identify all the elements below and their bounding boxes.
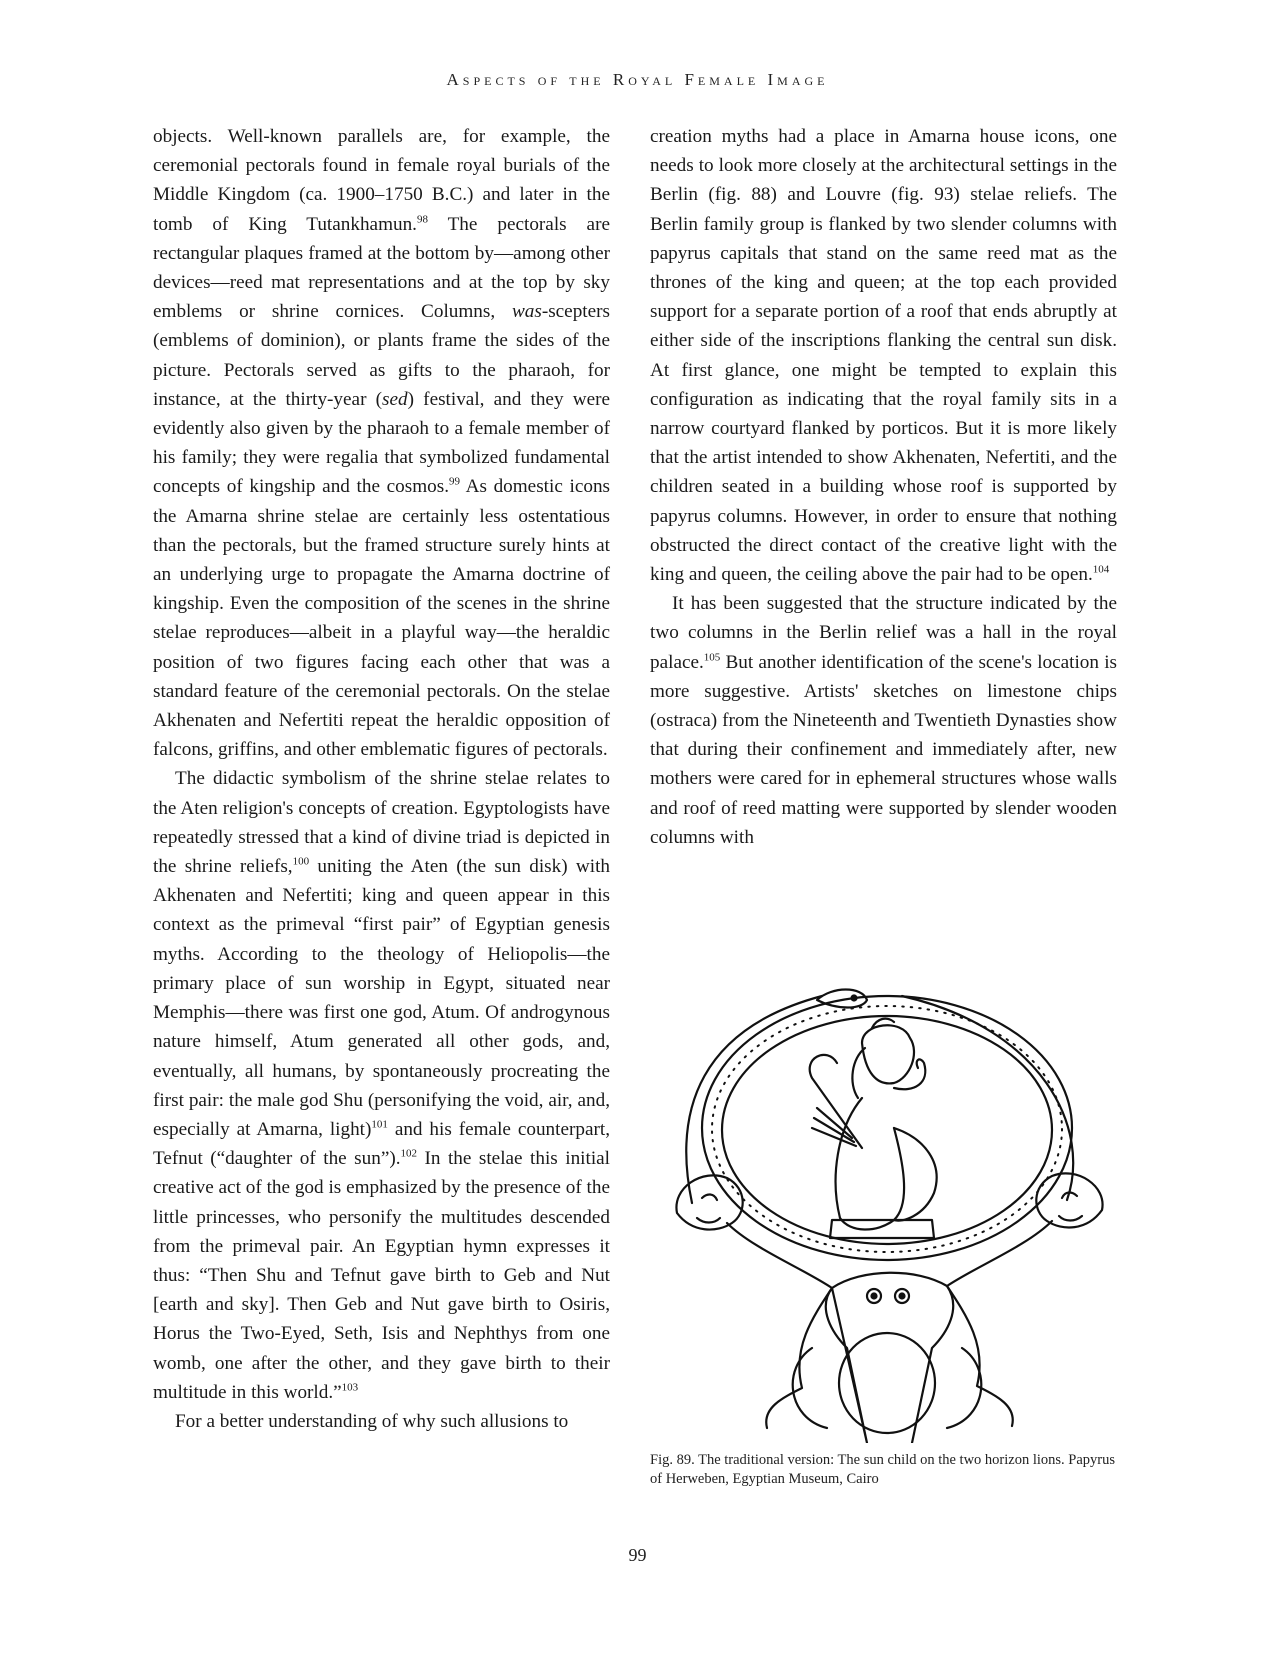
paragraph: It has been suggested that the structure indicated by the two columns in the Berlin relief was a hall in the royal palace.$^{105}$ But another identification of the scene's location is more suggestive. Artists' sketches on limestone chips (ostraca) from the Nineteenth and Twentieth Dynasties show that during their confinement and immediately after, new mothers were cared for in ephemeral structures whose walls and roof of reed matting were supported by slender wooden columns with [650,593,1117,848]
page-number: 99 [628,1545,647,1565]
figure-caption: Fig. 89. The traditional version: The sun child on the two horizon lions. Papyrus of Herweben, Egyptian Museum, Cairo [650,1452,1116,1487]
paragraph: For a better understanding of why such allusions to [175,1410,569,1432]
lion-right [947,1173,1103,1426]
child-knee [894,1128,937,1221]
footnote-ref: 104 [1092,563,1110,576]
serpent-ring-inner [722,1016,1052,1244]
paragraph: The didactic symbolism of the shrine stelae relates to the Aten religion's concepts of creation. Egyptologists have repeatedly stressed that a kind of divine triad is depicted in the shrine reliefs,$^{100}$ uniting the Aten (the sun disk) with Akhenaten and Nefertiti; king and queen appear in this context as the primeval “first pair” of Egyptian genesis myths. According to the theology of Heliopolis—the primary place of sun worship in Egypt, situated near Memphis—there was first one god, Atum. Of androgynous nature himself, Atum generated all other gods, and, eventually, all humans, by spontaneously procreating the first pair: the male god Shu (personifying the void, air, and, especially at Amarna, light)$^{101}$ and his female counterpart, Tefnut (“daughter of the sun”).$^{102}$ In the stelae this initial creative act of the god is emphasized by the presence of the little princesses, who personify the multitudes descended from the primeval pair. An Egyptian hymn expresses it thus: “Then Shu and Tefnut gave birth to Geb and Nut [earth and sky]. Then Geb and Nut gave birth to Osiris, Horus the Two-Eyed, Seth, Isis and Nephthys from one womb, one after the other, and they gave birth to their multitude in this world.”$^{103}$ [153,768,611,1403]
paragraph: objects. Well-known parallels are, for example, the ceremonial pectorals found in female royal burials of the Middle Kingdom (ca. 1900–1750 B.C.) and later in the tomb of King Tutankhamun.$^{98}$ The pectorals are rectangular plaques framed at the bottom by—among other devices—reed mat representations and at the top by sky emblems or shrine cornices. Columns, was-scepters (emblems of dominion), or plants frame the sides of the picture. Pectorals served as gifts to the pharaoh, for instance, at the thirty-year (sed) festival, and they were evidently also given by the pharaoh to a female member of his family; they were regalia that symbolized fundamental concepts of kingship and the cosmos.$^{99}$ As domestic icons the Amarna shrine stelae are certainly less ostentatious than the pectorals, but the framed structure surely hints at an underlying urge to propagate the Amarna doctrine of kingship. Even the composition of the scenes in the shrine stelae reproduces—albeit in a playful way—the heraldic position of two figures facing each other that was a standard feature of the ceremonial pectorals. On the stelae Akhenaten and Nefertiti repeat the heraldic opposition of falcons, griffins, and other emblematic figures of pectorals. [153,126,611,761]
left-column [153,122,610,1436]
footnote-ref: 99 [449,476,460,489]
serpent-arm-right [902,996,1073,1200]
child-arm-raised [894,1059,925,1089]
lion-left [676,1175,832,1428]
child-body [836,1098,904,1230]
child-head [862,1025,914,1083]
paragraph: creation myths had a place in Amarna house icons, one needs to look more closely at the architectural settings in the Berlin (fig. 88) and Louvre (fig. 93) stelae reliefs. The Berlin family group is flanked by two slender columns with papyrus capitals that stand on the same reed mat as the thrones of the king and queen; at the top each provided support for a separate portion of a roof that ends abruptly at either side of the inscriptions flanking the central sun disk. At first glance, one might be tempted to explain this configuration as indicating that the royal family sits in a narrow courtyard flanked by porticos. But it is more likely that the artist intended to show Akhenaten, Nefertiti, and the children seated in a building whose roof is supported by papyrus columns. However, in order to ensure that nothing obstructed the direct contact of the creative light with the king and queen, the ceiling above the pair had to be open.$^{104}$ [650,126,1117,586]
flail [812,1108,856,1146]
figure-sun-child-illustration [662,988,1117,1443]
running-head: Aspects of the Royal Female Image [446,70,829,89]
footnote-ref: 101 [371,1118,388,1131]
footnote-ref: 102 [400,1147,418,1160]
footnote-ref: 100 [292,855,310,868]
footnote-ref: 103 [341,1381,359,1394]
right-column [650,122,1117,852]
footnote-ref: 105 [703,651,721,664]
footnote-ref: 98 [416,213,428,226]
